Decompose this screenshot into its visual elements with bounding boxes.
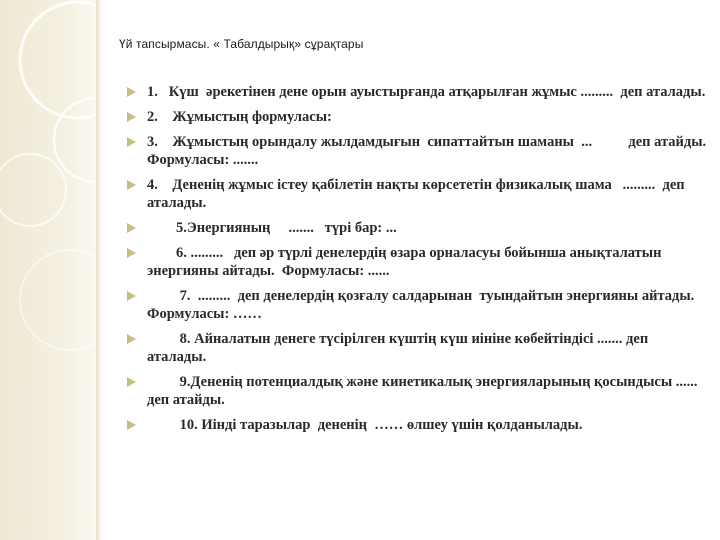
decorative-side-panel xyxy=(0,0,96,540)
bullet-arrow-icon xyxy=(127,291,136,301)
bullet-arrow-icon xyxy=(127,137,136,147)
question-item xyxy=(125,373,710,409)
question-item xyxy=(125,287,710,323)
question-item xyxy=(125,330,710,366)
bullet-arrow-icon xyxy=(127,377,136,387)
panel-edge xyxy=(96,0,102,540)
question-text: 4. Дененің жұмыс істеу қабілетін нақты көрсететін физикалық шама ......... деп аталады. xyxy=(147,177,689,211)
slide-title: Үй тапсырмасы. « Табалдырық» сұрақтары xyxy=(119,37,364,51)
question-text: 2. Жұмыстың формуласы: xyxy=(147,109,332,125)
question-text: 3. Жұмыстың орындалу жылдамдығын сипаттайтын шаманы ... деп атайды. Формуласы: ....... xyxy=(147,134,714,168)
bullet-arrow-icon xyxy=(127,180,136,190)
bullet-arrow-icon xyxy=(127,334,136,344)
bullet-arrow-icon xyxy=(127,248,136,258)
question-text: 5.Энергияның ....... түрі бар: ... xyxy=(147,220,397,236)
question-item xyxy=(125,416,710,434)
question-item xyxy=(125,108,710,126)
bullet-arrow-icon xyxy=(127,112,136,122)
question-text: 6. ......... деп әр түрлі денелердің өзара орналасуы бойынша анықталатын энергияны айтады. Формуласы: ...... xyxy=(147,245,666,279)
question-item xyxy=(125,133,714,169)
bullet-arrow-icon xyxy=(127,420,136,430)
question-text: 10. Иінді таразылар дененің …… өлшеу үшін қолданылады. xyxy=(147,417,583,433)
question-list xyxy=(125,83,714,441)
question-item xyxy=(125,244,710,280)
question-text: 8. Айналатын денеге түсірілген күштің күш иініне көбейтіндісі ....... деп аталады. xyxy=(147,331,652,365)
question-item xyxy=(125,219,710,237)
question-text: 1. Күш әрекетінен дене орын ауыстырғанда атқарылған жұмыс ......... деп аталады. xyxy=(147,84,706,100)
bullet-arrow-icon xyxy=(127,87,136,97)
question-text: 9.Дененің потенциалдық және кинетикалық энергияларының қосындысы ...... деп атайды. xyxy=(147,374,702,408)
question-item xyxy=(125,83,710,101)
bullet-arrow-icon xyxy=(127,223,136,233)
decorative-circles-graphic xyxy=(0,0,96,540)
question-text: 7. ......... деп денелердің қозғалу салдарынан туындайтын энергияны айтады. Формуласы: …… xyxy=(147,288,698,322)
question-item xyxy=(125,176,710,212)
